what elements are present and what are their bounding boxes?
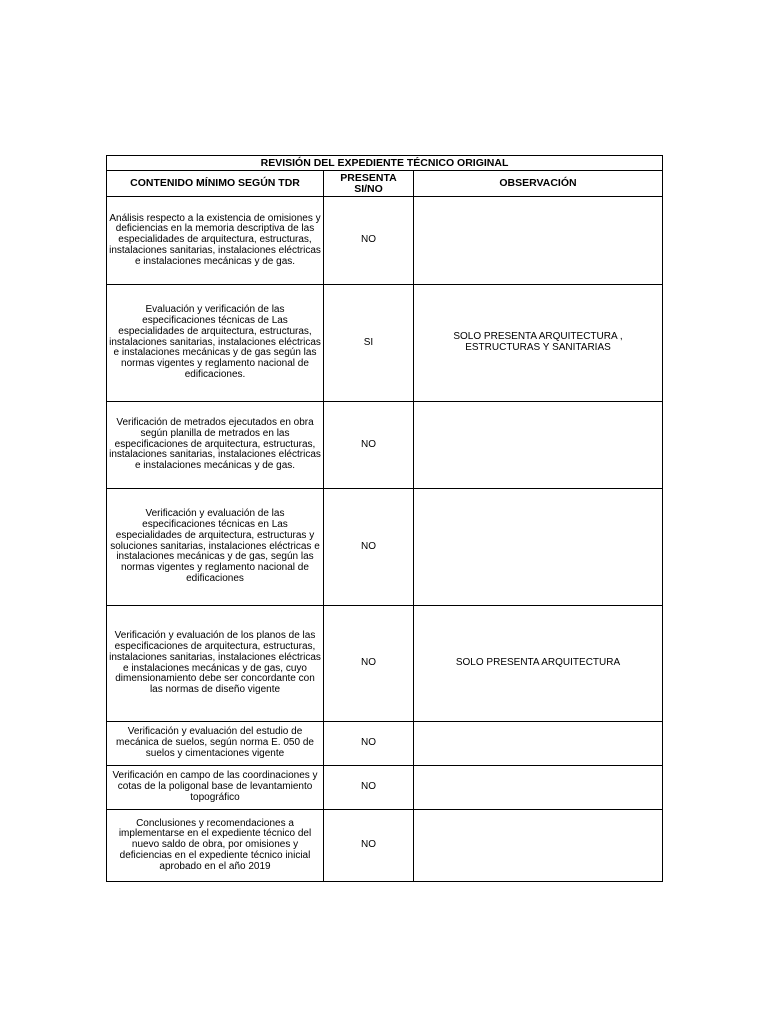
cell-observacion (414, 810, 663, 882)
table-row (107, 197, 663, 285)
table-row (107, 402, 663, 489)
table-row (107, 606, 663, 722)
header-contenido: CONTENIDO MÍNIMO SEGÚN TDR (107, 171, 324, 197)
table-header-row (107, 171, 663, 197)
cell-contenido: Verificación y evaluación del estudio de mecánica de suelos, según norma E. 050 de suelos y cimentaciones vigente (107, 722, 324, 766)
cell-observacion (414, 766, 663, 810)
table-row (107, 766, 663, 810)
cell-contenido: Análisis respecto a la existencia de omisiones y deficiencias en la memoria descriptiva de las especialidades de arquitectura, estructuras, instalaciones sanitarias, instalaciones eléctricas e instalaciones mecánicas y de gas. (107, 197, 324, 285)
table-row (107, 810, 663, 882)
cell-contenido: Verificación en campo de las coordinaciones y cotas de la poligonal base de levantamiento topográfico (107, 766, 324, 810)
cell-observacion (414, 402, 663, 489)
cell-presenta: NO (324, 722, 414, 766)
cell-contenido: Evaluación y verificación de las especificaciones técnicas de Las especialidades de arquitectura, estructuras, instalaciones sanitarias, instalaciones eléctricas e instalaciones mecánicas y de gas según las normas vigentes y reglamento nacional de edificaciones. (107, 285, 324, 402)
cell-contenido: Conclusiones y recomendaciones a implementarse en el expediente técnico del nuevo saldo de obra, por omisiones y deficiencias en el expediente técnico inicial aprobado en el año 2019 (107, 810, 324, 882)
cell-contenido: Verificación de metrados ejecutados en obra según planilla de metrados en las especificaciones de arquitectura, estructuras, instalaciones sanitarias, instalaciones eléctricas e instalaciones mecánicas y de gas. (107, 402, 324, 489)
cell-presenta: NO (324, 810, 414, 882)
cell-presenta: SI (324, 285, 414, 402)
table-title-row (107, 156, 663, 171)
cell-presenta: NO (324, 402, 414, 489)
cell-contenido: Verificación y evaluación de las especificaciones técnicas en Las especialidades de arquitectura, estructuras y soluciones sanitarias, instalaciones eléctricas e instalaciones mecánicas y de gas, según las normas vigentes y reglamento nacional de edificaciones (107, 489, 324, 606)
table-title: REVISIÓN DEL EXPEDIENTE TÉCNICO ORIGINAL (107, 156, 663, 171)
cell-contenido: Verificación y evaluación de los planos de las especificaciones de arquitectura, estructuras, instalaciones sanitarias, instalaciones eléctricas e instalaciones mecánicas y de gas, cuyo dimensionamiento debe ser concordante con las normas de diseño vigente (107, 606, 324, 722)
cell-presenta: NO (324, 606, 414, 722)
review-sheet (106, 155, 662, 882)
cell-observacion (414, 489, 663, 606)
cell-presenta: NO (324, 197, 414, 285)
table-row (107, 722, 663, 766)
cell-observacion: SOLO PRESENTA ARQUITECTURA , ESTRUCTURAS Y SANITARIAS (414, 285, 663, 402)
header-observacion: OBSERVACIÓN (414, 171, 663, 197)
cell-presenta: NO (324, 489, 414, 606)
header-presenta: PRESENTA SI/NO (324, 171, 414, 197)
table-row (107, 489, 663, 606)
cell-observacion: SOLO PRESENTA ARQUITECTURA (414, 606, 663, 722)
review-table (106, 155, 663, 882)
cell-presenta: NO (324, 766, 414, 810)
table-row (107, 285, 663, 402)
cell-observacion (414, 722, 663, 766)
cell-observacion (414, 197, 663, 285)
